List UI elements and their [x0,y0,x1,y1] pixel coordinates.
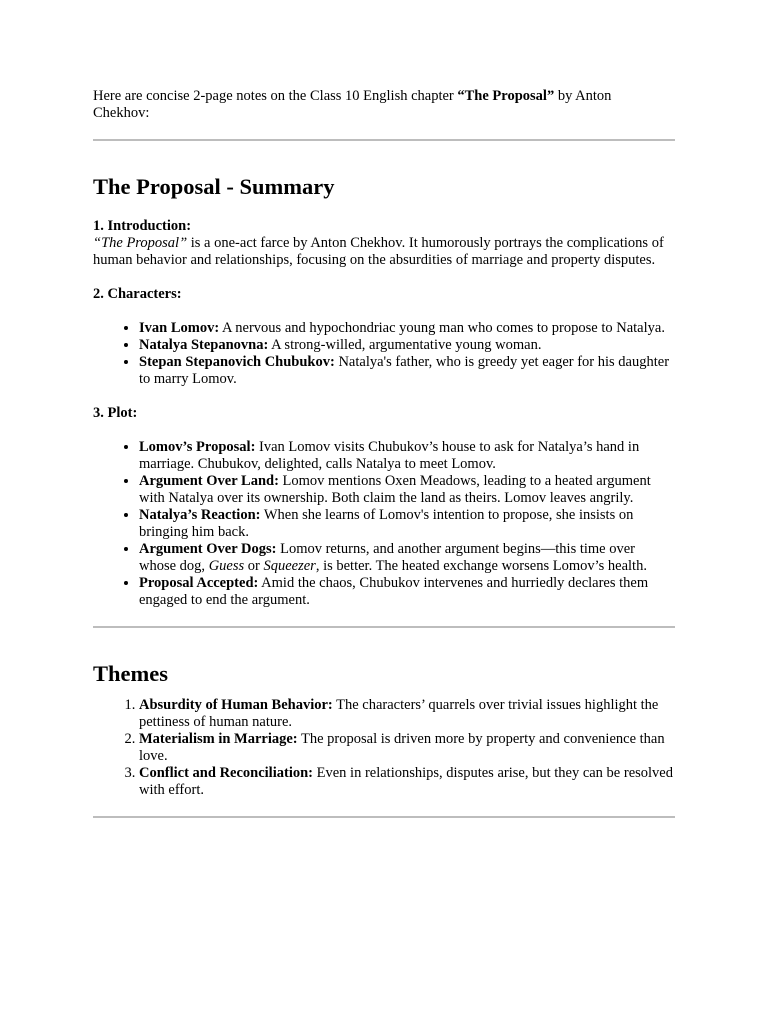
divider [93,626,675,628]
list-item [139,765,675,799]
plot-point-title: Proposal Accepted: [139,575,259,591]
characters-list [93,320,675,388]
character-description: Natalya's father, who is greedy yet eager for his daughter to marry Lomov. [139,354,670,387]
plot-point-text: , is better. The heated exchange worsens Lomov’s health. [315,558,647,574]
list-item [139,320,675,337]
plot-point-title: Lomov’s Proposal: [139,439,256,455]
divider [93,816,675,818]
list-item [139,473,675,507]
themes-heading: Themes [93,661,168,686]
plot-point-text: or [244,558,264,574]
character-name: Stepan Stepanovich Chubukov: [139,354,335,370]
plot-point-text: Ivan Lomov visits Chubukov’s house to ask for Natalya’s hand in marriage. Chubukov, delighted, calls Natalya to meet Lomov. [139,439,640,472]
theme-title: Absurdity of Human Behavior: [139,697,333,713]
plot-list [93,439,675,609]
introduction-italic-title: “The Proposal” [93,235,188,251]
list-item [139,507,675,541]
intro-bold-title: “The Proposal” [457,88,555,104]
intro-paragraph [93,88,663,122]
dog-name: Squeezer [263,558,316,574]
plot-point-title: Argument Over Land: [139,473,279,489]
characters-heading: 2. Characters: [93,286,182,302]
plot-point-text: Amid the chaos, Chubukov intervenes and hurriedly declares them engaged to end the argument. [139,575,649,608]
character-name: Natalya Stepanovna: [139,337,269,353]
themes-list [93,697,675,799]
plot-point-text: When she learns of Lomov's intention to propose, she insists on bringing him back. [139,507,634,540]
character-description: A strong-willed, argumentative young woman. [268,337,542,353]
intro-text: Here are concise 2-page notes on the Class 10 English chapter [93,88,458,104]
plot-heading: 3. Plot: [93,405,138,421]
theme-title: Materialism in Marriage: [139,731,298,747]
plot-point-title: Natalya’s Reaction: [139,507,261,523]
summary-heading: The Proposal - Summary [93,174,335,199]
list-item [139,354,675,388]
divider [93,139,675,141]
list-item [139,697,675,731]
list-item [139,575,675,609]
character-name: Ivan Lomov: [139,320,220,336]
theme-text: The proposal is driven more by property and convenience than love. [139,731,665,764]
plot-point-title: Argument Over Dogs: [139,541,277,557]
list-item [139,731,675,765]
theme-title: Conflict and Reconciliation: [139,765,313,781]
theme-text: Even in relationships, disputes arise, but they can be resolved with effort. [139,765,673,798]
list-item [139,439,675,473]
plot-point-text: Lomov returns, and another argument begins—this time over whose dog, [139,541,635,574]
introduction-text: is a one-act farce by Anton Chekhov. It humorously portrays the complications of human behavior and relationships, focusing on the absurdities of marriage and property disputes. [93,235,664,268]
introduction-heading: 1. Introduction: [93,218,192,234]
theme-text: The characters’ quarrels over trivial issues highlight the pettiness of human nature. [139,697,659,730]
dog-name: Guess [208,558,245,574]
plot-point-text: Lomov mentions Oxen Meadows, leading to a heated argument with Natalya over its ownership. Both claim the land as theirs. Lomov leaves angrily. [139,473,651,506]
character-description: A nervous and hypochondriac young man who comes to propose to Natalya. [219,320,665,336]
intro-text-end: by Anton Chekhov: [93,88,612,121]
list-item [139,337,675,354]
introduction-paragraph [93,235,668,269]
list-item [139,541,675,575]
